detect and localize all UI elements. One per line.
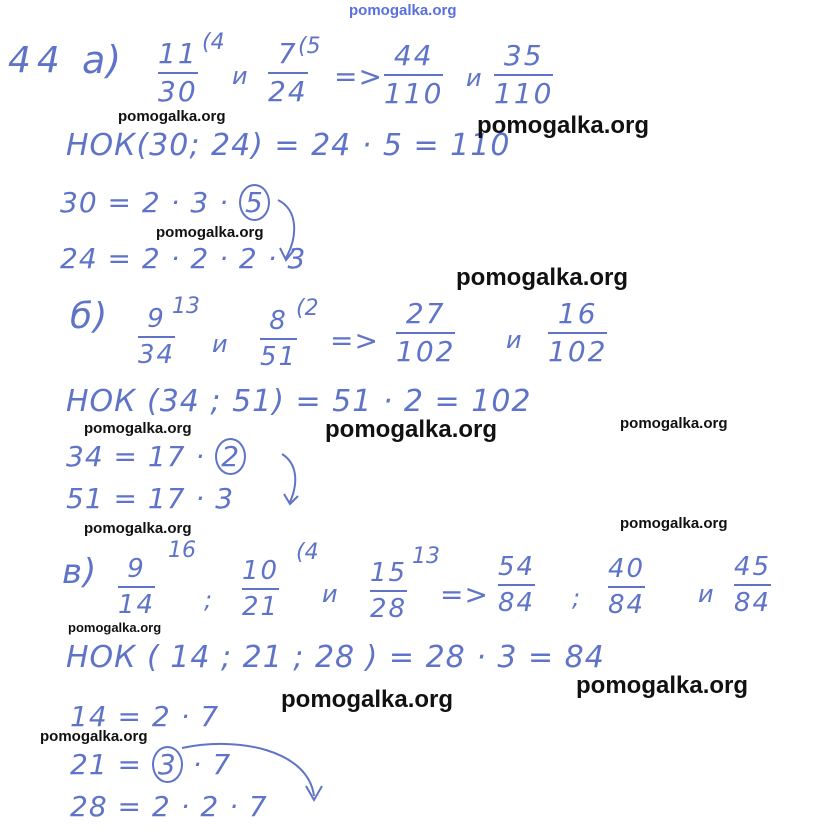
- numerator: 44: [393, 39, 434, 72]
- denominator: 84: [734, 588, 772, 618]
- denominator: 14: [118, 590, 156, 620]
- numerator: 35: [503, 39, 544, 72]
- part-c-factor-1: 16: [168, 538, 196, 563]
- denominator: 84: [608, 590, 646, 620]
- fraction-bar: [260, 338, 297, 340]
- factorization-right: · 7: [192, 748, 232, 781]
- part-a-result-2: [494, 39, 554, 110]
- part-c-factor-2: (4: [296, 540, 319, 565]
- part-c-fraction-2: [242, 558, 279, 620]
- part-c-conj-2: и: [698, 580, 715, 608]
- part-c-sep-1: ;: [204, 586, 214, 614]
- part-c-fraction-1: [118, 556, 155, 618]
- fraction-bar: [158, 72, 198, 74]
- part-a-arrow-curve: [268, 196, 308, 266]
- watermark: pomogalka.org: [40, 728, 148, 745]
- part-b-factorization-2: 51 = 17 · 3: [66, 482, 235, 515]
- numerator: 27: [405, 297, 446, 330]
- denominator: 51: [260, 342, 298, 372]
- part-a-lcm: НОК(30; 24) = 24 · 5 = 110: [66, 128, 511, 163]
- watermark: pomogalka.org: [84, 420, 192, 437]
- factorization-left: 21 =: [70, 748, 142, 781]
- watermark: pomogalka.org: [118, 108, 226, 125]
- watermark: pomogalka.org: [620, 415, 728, 432]
- part-c-result-3: [734, 554, 771, 616]
- numerator: 16: [557, 297, 598, 330]
- watermark: pomogalka.org: [325, 416, 498, 443]
- part-a-result-1: [384, 39, 444, 110]
- fraction-bar: [370, 590, 407, 592]
- fraction-bar: [608, 586, 645, 588]
- part-a-factorization-1: [60, 186, 270, 219]
- circled-factor: 2: [215, 438, 246, 475]
- part-b-fraction-1: [138, 306, 175, 368]
- watermark: pomogalka.org: [477, 112, 650, 139]
- fraction-bar: [396, 332, 455, 334]
- part-b-lcm: НОК (34 ; 51) = 51 · 2 = 102: [66, 384, 532, 419]
- header-watermark: pomogalka.org: [349, 2, 457, 19]
- denominator: 30: [158, 75, 198, 108]
- part-a-conj-1: и: [232, 62, 249, 90]
- denominator: 28: [370, 594, 408, 624]
- part-a-arrow: =>: [334, 60, 383, 93]
- part-c-label: в): [62, 552, 98, 592]
- denominator: 24: [268, 75, 308, 108]
- fraction-bar: [494, 74, 553, 76]
- numerator: 15: [370, 558, 408, 588]
- denominator: 110: [494, 77, 554, 110]
- numerator: 11: [158, 37, 198, 70]
- watermark: pomogalka.org: [576, 672, 749, 699]
- part-a-factorization-2: 24 = 2 · 2 · 2 · 3: [60, 242, 307, 275]
- problem-number: 44: [8, 40, 66, 81]
- fraction-bar: [548, 332, 607, 334]
- fraction-bar: [498, 584, 535, 586]
- numerator: 9: [127, 554, 146, 584]
- part-c-sep-2: ;: [572, 584, 582, 612]
- watermark: pomogalka.org: [84, 520, 192, 537]
- numerator: 7: [277, 37, 298, 70]
- part-a-factor-2: (5: [298, 34, 321, 59]
- part-b-arrow: =>: [330, 324, 379, 357]
- watermark: pomogalka.org: [281, 686, 454, 713]
- part-c-fraction-3: [370, 560, 407, 622]
- denominator: 84: [498, 588, 536, 618]
- watermark: pomogalka.org: [156, 224, 264, 241]
- denominator: 110: [384, 77, 444, 110]
- part-b-conj-2: и: [506, 326, 523, 354]
- part-c-result-1: [498, 554, 535, 616]
- part-b-fraction-2: [260, 308, 297, 370]
- watermark: pomogalka.org: [68, 620, 162, 635]
- numerator: 54: [498, 552, 536, 582]
- part-b-result-1: [396, 297, 456, 368]
- part-c-arrow: =>: [440, 578, 489, 611]
- fraction-bar: [138, 336, 175, 338]
- part-b-result-2: [548, 297, 608, 368]
- fraction-bar: [384, 74, 443, 76]
- part-a-factor-1: (4: [202, 30, 225, 55]
- part-c-arrow-curve: [178, 740, 338, 810]
- part-c-conj-1: и: [322, 580, 339, 608]
- denominator: 21: [242, 592, 280, 622]
- part-b-arrow-curve: [276, 450, 306, 510]
- numerator: 8: [269, 306, 288, 336]
- numerator: 40: [608, 554, 646, 584]
- factorization-left: 34 = 17 ·: [66, 440, 206, 473]
- numerator: 45: [734, 552, 772, 582]
- part-b-label: б): [70, 296, 109, 337]
- part-c-lcm: НОК ( 14 ; 21 ; 28 ) = 28 · 3 = 84: [66, 640, 605, 675]
- fraction-bar: [242, 588, 279, 590]
- part-c-factorization-1: 14 = 2 · 7: [70, 700, 220, 733]
- denominator: 102: [396, 335, 456, 368]
- factorization-left: 30 = 2 · 3 ·: [60, 186, 230, 219]
- part-c-result-2: [608, 556, 645, 618]
- denominator: 102: [548, 335, 608, 368]
- fraction-bar: [734, 584, 771, 586]
- part-b-factor-1: 13: [172, 294, 200, 319]
- part-b-factor-2: (2: [296, 296, 319, 321]
- fraction-bar: [118, 586, 155, 588]
- part-b-conj-1: и: [212, 330, 229, 358]
- numerator: 9: [147, 304, 166, 334]
- part-a-label: а): [82, 38, 123, 82]
- circled-factor: 5: [239, 184, 270, 221]
- part-c-factorization-3: 28 = 2 · 2 · 7: [70, 790, 268, 823]
- part-c-factor-3: 13: [412, 544, 440, 569]
- part-a-conj-2: и: [466, 64, 483, 92]
- part-a-fraction-1: [158, 37, 198, 108]
- numerator: 10: [242, 556, 280, 586]
- circled-factor: 3: [152, 746, 183, 783]
- watermark: pomogalka.org: [456, 264, 629, 291]
- watermark: pomogalka.org: [620, 515, 728, 532]
- part-b-factorization-1: [66, 440, 246, 473]
- fraction-bar: [268, 72, 308, 74]
- denominator: 34: [138, 340, 176, 370]
